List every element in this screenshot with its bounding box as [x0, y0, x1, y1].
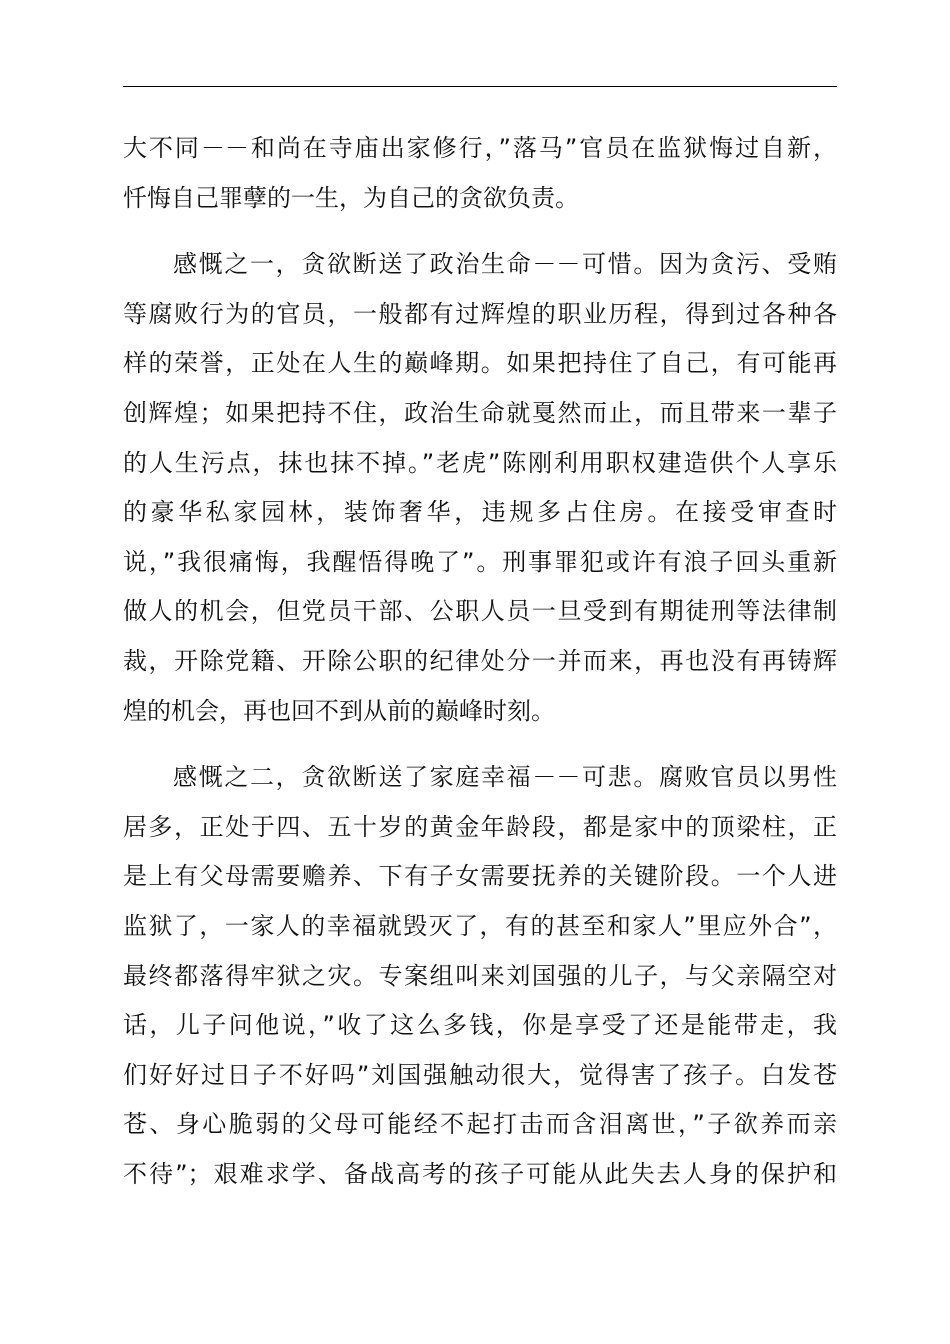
- text-line: 感慨之二，贪欲断送了家庭幸福－－可悲。腐败官员以男性: [173, 763, 837, 792]
- text-line: 苍、身心脆弱的父母可能经不起打击而含泪离世，”子欲养而亲: [123, 1110, 837, 1139]
- paragraph: [123, 124, 837, 223]
- text-line: 们好好过日子不好吗”刘国强触动很大，觉得害了孩子。白发苍: [123, 1060, 837, 1089]
- text-line: 煌的机会，再也回不到从前的巅峰时刻。: [123, 696, 555, 725]
- text-line: 不待”；艰难求学、备战高考的孩子可能从此失去人身的保护和: [123, 1159, 837, 1188]
- text-line: 裁，开除党籍、开除公职的纪律处分一并而来，再也没有再铸辉: [123, 646, 837, 675]
- text-line: 感慨之一，贪欲断送了政治生命－－可惜。因为贪污、受贿: [173, 250, 837, 279]
- text-line: 说，”我很痛悔，我醒悟得晚了”。刑事罪犯或许有浪子回头重新: [123, 547, 837, 576]
- text-line: 是上有父母需要赡养、下有子女需要抚养的关键阶段。一个人进: [123, 862, 837, 891]
- text-line: 最终都落得牢狱之灾。专案组叫来刘国强的儿子，与父亲隔空对: [123, 961, 837, 990]
- text-line: 等腐败行为的官员，一般都有过辉煌的职业历程，得到过各种各: [123, 299, 837, 328]
- text-line: 做人的机会，但党员干部、公职人员一旦受到有期徒刑等法律制: [123, 597, 837, 626]
- text-line: 居多，正处于四、五十岁的黄金年龄段，都是家中的顶梁柱，正: [123, 812, 837, 841]
- text-line: 的人生污点，抹也抹不掉。”老虎”陈刚利用职权建造供个人享乐: [123, 448, 837, 477]
- text-line: 大不同－－和尚在寺庙出家修行，”落马”官员在监狱悔过自新，: [123, 134, 837, 162]
- text-line: 的豪华私家园林，装饰奢华，违规多占住房。在接受审查时: [123, 498, 837, 527]
- header-rule: [123, 86, 837, 87]
- paragraph: [123, 753, 837, 1199]
- text-line: 创辉煌；如果把持不住，政治生命就戛然而止，而且带来一辈子: [123, 398, 837, 427]
- document-body: [123, 124, 837, 1199]
- paragraph: [123, 240, 837, 736]
- text-line: 话，儿子问他说，”收了这么多钱，你是享受了还是能带走，我: [123, 1011, 837, 1040]
- text-line: 忏悔自己罪孽的一生，为自己的贪欲负责。: [123, 183, 579, 212]
- text-line: 监狱了，一家人的幸福就毁灭了，有的甚至和家人”里应外合”，: [123, 911, 837, 940]
- text-line: 样的荣誉，正处在人生的巅峰期。如果把持住了自己，有可能再: [123, 349, 837, 378]
